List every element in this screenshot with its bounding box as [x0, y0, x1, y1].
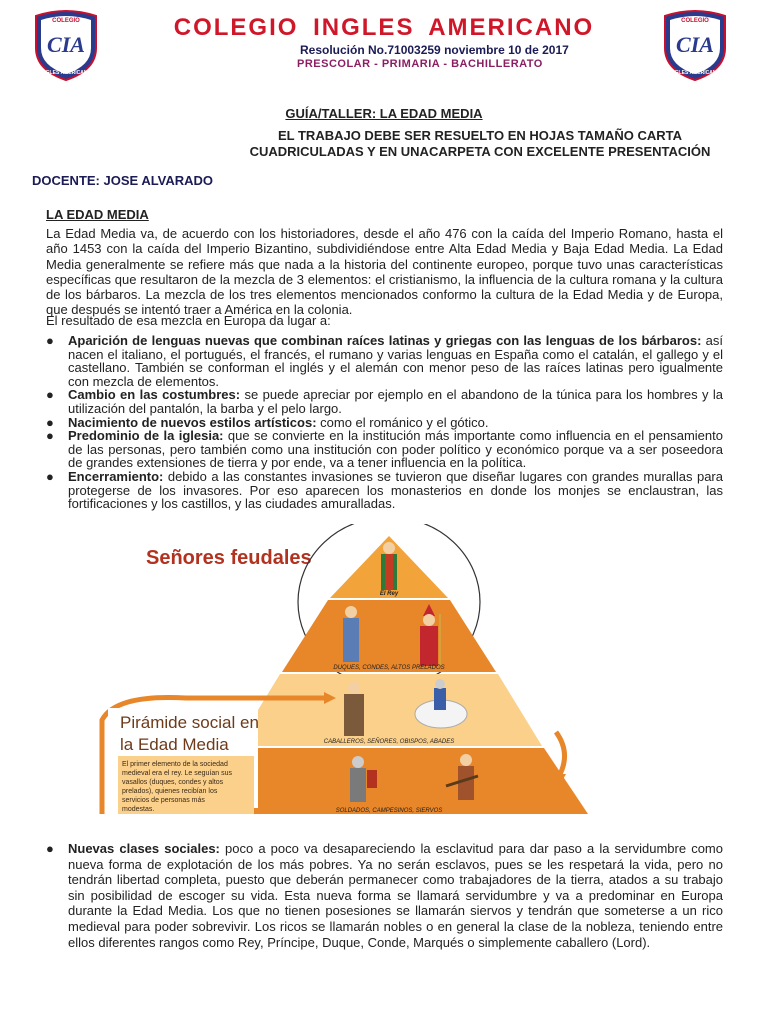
- bullet-heading: Predominio de la iglesia:: [68, 428, 224, 444]
- pyramid-title-line1: Pirámide social en: [120, 713, 259, 732]
- logo-top-text: COLEGIO: [681, 18, 709, 24]
- teacher-name: DOCENTE: JOSE ALVARADO: [32, 173, 214, 188]
- tier-label: DUQUES, CONDES, ALTOS PRELADOS: [333, 665, 445, 671]
- list-item: [46, 429, 723, 470]
- description-line: El primer elemento de la sociedad: [122, 761, 228, 768]
- result-intro: El resultado de esa mezcla en Europa da lugar a:: [46, 313, 331, 328]
- bullet-icon: ●: [46, 414, 54, 430]
- bullet-text: se puede apreciar por ejemplo en el abandono de la túnica para los hombres y la utilización del pantalón, la barba y el pelo largo.: [68, 387, 723, 416]
- bullet-text: así nacen el italiano, el portugués, el francés, el rumano y varias lenguas en España como el catalán, el gallego y el castellano. También se conforman el inglés y el alemán con menor peso de las raíces latinas pero igualmente con mezcla de elementos.: [68, 333, 723, 389]
- bullet-heading: Aparición de lenguas nuevas que combinan raíces latinas y griegas con las lenguas de los bárbaros:: [68, 333, 702, 348]
- logo-bottom-text: INGLES AMERICANO: [669, 70, 721, 76]
- list-item: [46, 470, 723, 511]
- bullet-text: que se convierte en la institución más importante como influencia en el pensamiento de las personas, pero también como una institución con poder político y económico porque va a ser poseedora de grandes extensiones de tierra y por ende, va a tener influencia en la política.: [68, 428, 723, 471]
- bullet-icon: ●: [46, 468, 54, 484]
- intro-paragraph: La Edad Media va, de acuerdo con los historiadores, desde el año 476 con la caída del Imperio Romano, hasta el año 1453 con la caída del Imperio Bizantino, subdividiéndose entre Alta Edad Media y Baja Edad Media. La Edad Media generalmente se refiere más que nada a la historia del continente europeo, porque tuvo unas características específicas que resultaron de la mezcla de 3 elementos: el cristianismo, la influencia de la cultura romana y la cultura de los bárbaros. La mezcla de los tres elementos mencionados conformo la cultura de la Edad Media y de Europa, que después se intentó traer a América en la colonia.: [46, 226, 723, 318]
- bullet-icon: ●: [46, 333, 54, 348]
- logo-monogram: CIA: [47, 32, 85, 57]
- tier-label: El Rey: [379, 591, 399, 597]
- list-item: [46, 416, 723, 430]
- tier-label: SOLDADOS, CAMPESINOS, SIERVOS: [335, 808, 443, 814]
- bullet-heading: Cambio en las costumbres:: [68, 387, 241, 403]
- resolution-text: Resolución No.71003259 noviembre 10 de 2017: [300, 43, 569, 57]
- school-name: COLEGIO INGLES AMERICANO: [173, 14, 595, 41]
- description-line: medieval era el rey. Le seguían sus: [122, 770, 232, 777]
- description-line: vasallos (duques, condes y altos: [122, 779, 224, 786]
- bullet-icon: ●: [46, 387, 54, 403]
- description-line: prelados), quienes recibían los: [122, 788, 218, 795]
- bullet-icon: ●: [46, 841, 54, 856]
- bullet-heading: Nacimiento de nuevos estilos artísticos:: [68, 414, 317, 430]
- pyramid-tier-nobles: [282, 600, 496, 672]
- bullet-text: debido a las constantes invasiones se tuvieron que diseñar lugares con grandes murallas para protegerse de los invasores. Por eso aparecen los monasterios en donde los monjes se enclaustran, las fortificaciones y los castillos, y las ciudades amuralladas.: [68, 468, 723, 512]
- pyramid-title-line2: la Edad Media: [120, 735, 229, 754]
- bullet-text: poco a poco va desapareciendo la esclavitud para dar paso a la servidumbre como nueva forma de explotación de los más pobres. Ya no serán esclavos, pues se les respetará la vida, pero no tendrán libertad completa, puesto que deberán permanecer como trabajadores de la tierra, atados a su trabajo sin posibilidad de escoger su vida. Esta nueva forma se llamará servidumbre y va a predominar en Europa durante la Edad Media. Los que no tienen posesiones se llamarán siervos y tendrán que someterse a un rico medieval para poder sobrevivir. Los ricos se llamarán nobles o en general la clase de la nobleza, teniendo entre ellos diferentes rangos como Rey, Príncipe, Duque, Conde, Marqués o simplemente caballero (Lord).: [68, 841, 723, 950]
- bullet-icon: ●: [46, 428, 54, 444]
- figure-title: Señores feudales: [146, 547, 312, 569]
- list-item: [46, 334, 723, 388]
- logo-top-text: COLEGIO: [52, 18, 80, 24]
- pyramid-tier-knights: [236, 674, 542, 746]
- bullet-list-bottom: [46, 841, 723, 950]
- list-item: [46, 388, 723, 415]
- bullet-heading: Encerramiento:: [68, 468, 164, 484]
- bullet-heading: Nuevas clases sociales:: [68, 841, 220, 856]
- logo-monogram: CIA: [676, 32, 714, 57]
- logo-bottom-text: INGLES AMERICANO: [40, 70, 92, 76]
- instruction-text: EL TRABAJO DEBE SER RESUELTO EN HOJAS TAMAÑO CARTA CUADRICULADAS Y EN UNACARPETA CON EXCELENTE PRESENTACIÓN: [249, 128, 711, 159]
- feudal-pyramid-figure: [96, 524, 636, 824]
- description-line: servicios de personas más: [122, 797, 205, 804]
- bullet-list: [46, 334, 723, 511]
- bullet-text: como el románico y el gótico.: [316, 414, 489, 430]
- king-figure-icon: [381, 542, 397, 590]
- school-levels: PRESCOLAR - PRIMARIA - BACHILLERATO: [297, 58, 543, 70]
- tier-label: CABALLEROS, SEÑORES, OBISPOS, ABADES: [323, 739, 455, 745]
- list-item: [46, 841, 723, 950]
- description-line: modestas.: [122, 806, 155, 813]
- guide-title: GUÍA/TALLER: LA EDAD MEDIA: [285, 106, 483, 121]
- section-title: LA EDAD MEDIA: [46, 207, 149, 222]
